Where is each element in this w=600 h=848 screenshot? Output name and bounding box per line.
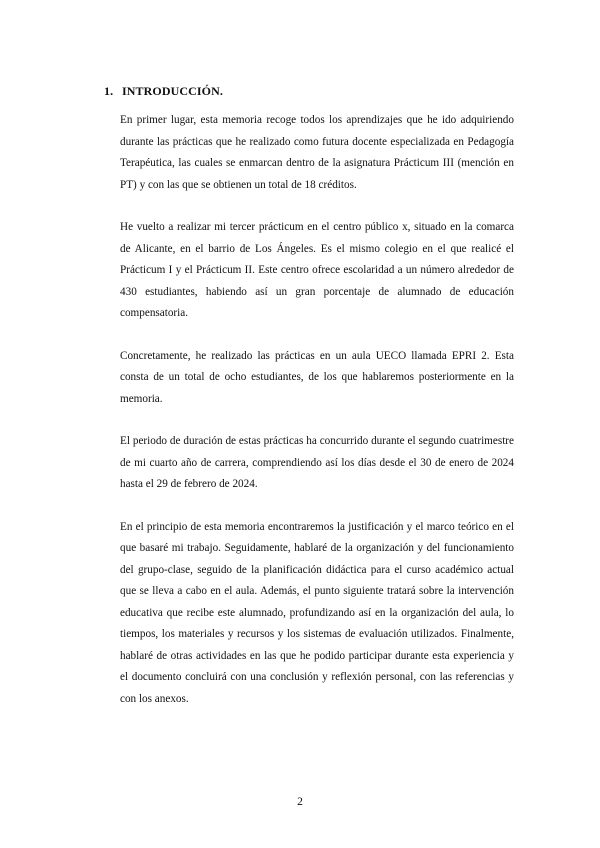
paragraph-1: En primer lugar, esta memoria recoge todos los aprendizajes que he ido adquiriendo durante las prácticas que he realizado como futura docente especializada en Pedagogía Terapéutica, las cuales se enmarcan dentro de la asignatura Prácticum III (mención en PT) y con las que se obtienen un total de 18 créditos. <box>120 114 514 191</box>
paragraph-4: El periodo de duración de estas prácticas ha concurrido durante el segundo cuatrimestre de mi cuarto año de carrera, comprendiendo así los días desde el 30 de enero de 2024 hasta el 29 de febrero de 2024. <box>120 435 514 490</box>
section-number: 1. <box>104 84 114 98</box>
page-number: 2 <box>297 796 303 808</box>
paragraph-2: He vuelto a realizar mi tercer prácticum en el centro público x, situado en la comarca de Alicante, en el barrio de Los Ángeles. Es el mismo colegio en el que realicé el Prácticum I y el Prácticum II. Este centro ofrece escolaridad a un número alrededor de 430 estudiantes, habiendo así un gran porcentaje de alumnado de educación compensatoria. <box>120 221 514 319</box>
paragraph-5: En el principio de esta memoria encontraremos la justificación y el marco teórico en el que basaré mi trabajo. Seguidamente, hablaré de la organización y del funcionamiento del grupo-clase, seguido de la planificación didáctica para el curso académico actual que se lleva a cabo en el aula. Además, el punto siguiente tratará sobre la intervención educativa que recibe este alumnado, profundizando así en la organización del aula, lo tiempos, los materiales y recursos y los sistemas de evaluación utilizados. Finalmente, hablaré de otras actividades en las que he podido participar durante esta experiencia y el documento concluirá con una conclusión y reflexión personal, con las referencias y con los anexos. <box>120 520 514 705</box>
section-heading <box>104 84 223 99</box>
section-title: INTRODUCCIÓN. <box>122 84 223 98</box>
paragraph-3: Concretamente, he realizado las prácticas en un aula UECO llamada EPRI 2. Esta consta de un total de ocho estudiantes, de los que hablaremos posteriormente en la memoria. <box>120 349 514 405</box>
body-text <box>120 110 514 731</box>
